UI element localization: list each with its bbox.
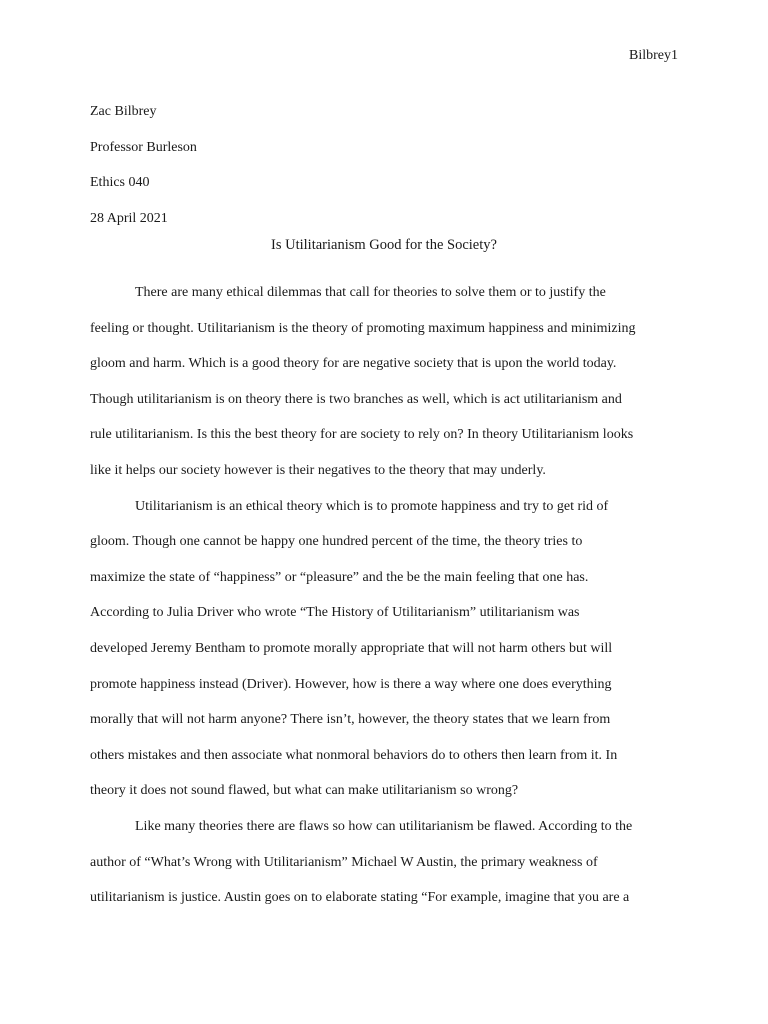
text-line: Like many theories there are flaws so how can utilitarianism be flawed. According to the [135,818,633,834]
text-line: like it helps our society however is their negatives to the theory that may underly. [90,462,546,478]
text-line: developed Jeremy Bentham to promote morally appropriate that will not harm others but will [90,640,613,656]
text-line: maximize the state of “happiness” or “pleasure” and the be the main feeling that one has. [90,569,589,585]
date: 28 April 2021 [90,210,168,226]
text-line: feeling or thought. Utilitarianism is the theory of promoting maximum happiness and minimizing [90,320,636,336]
running-head: Bilbrey1 [629,48,678,63]
text-line: Though utilitarianism is on theory there is two branches as well, which is act utilitarianism and [90,391,622,407]
paragraph-1 [90,275,678,489]
mla-heading [90,94,678,236]
text-line: Utilitarianism is an ethical theory which is to promote happiness and try to get rid of [135,498,609,514]
author-name: Zac Bilbrey [90,104,157,119]
text-line: utilitarianism is justice. Austin goes on to elaborate stating “For example, imagine that you are a [90,890,630,906]
paragraph-3 [90,809,678,916]
text-line: theory it does not sound flawed, but what can make utilitarianism so wrong? [90,783,519,799]
text-line: promote happiness instead (Driver). However, how is there a way where one does everything [90,676,612,692]
text-line: According to Julia Driver who wrote “The History of Utilitarianism” utilitarianism was [90,605,580,621]
text-line: morally that will not harm anyone? There isn’t, however, the theory states that we learn from [90,712,611,728]
text-line: others mistakes and then associate what nonmoral behaviors do to others then learn from it. In [90,747,618,763]
paragraph-2 [90,489,678,809]
course-name: Ethics 040 [90,175,150,190]
text-line: There are many ethical dilemmas that call for theories to solve them or to justify the [135,285,606,300]
text-line: gloom. Though one cannot be happy one hundred percent of the time, the theory tries to [90,534,583,550]
text-line: rule utilitarianism. Is this the best theory for are society to rely on? In theory Utilitarianism looks [90,427,634,443]
essay-title: Is Utilitarianism Good for the Society? [271,237,497,253]
essay-body [90,275,678,916]
text-line: gloom and harm. Which is a good theory for are negative society that is upon the world today. [90,356,617,372]
text-line: author of “What’s Wrong with Utilitarianism” Michael W Austin, the primary weakness of [90,854,598,870]
professor-name: Professor Burleson [90,139,197,155]
